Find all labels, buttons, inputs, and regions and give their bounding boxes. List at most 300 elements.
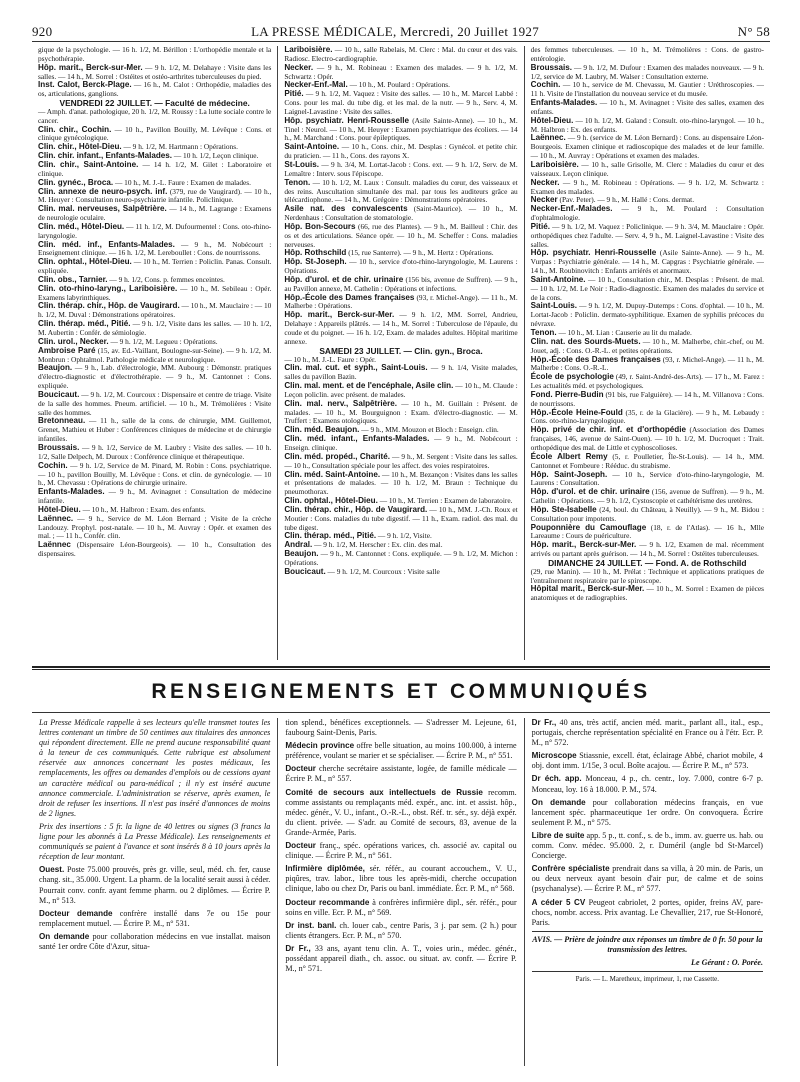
listing-text: (29, rue Manin). — 10 h., M. Prélat : Technique et applications pratiques de l'entraînement respiratoire par le spiroscope. — [530, 566, 764, 585]
entry-details: — 9 h. 1/2, M. Dupuy-Dutemps : Cons. d'ophtal. — 10 h., M. Lortat-Jacob : Policlin. dermato-syphilitique. Examen de syphilis précoces du névraxe. — [530, 301, 764, 329]
entry-institution: Hôp.-École des Dames françaises — [284, 292, 415, 302]
listing-entry — [531, 409, 764, 427]
entry-institution: Clin. urol., Necker. — [38, 336, 109, 346]
entry-institution: Enfants-Malades. — [38, 487, 105, 497]
entry-institution: Necker — [530, 195, 558, 205]
entry-institution: Cochin. — [38, 460, 68, 470]
entry-institution: Hôp. d'urol. et de chir. urinaire — [284, 274, 404, 284]
entry-details: (35, r. de la Glacière). — 9 h., M. Lebaudy : Cons. oto-rhino-laryngologique. — [530, 407, 764, 426]
entry-institution: École Albert Remy — [530, 451, 608, 461]
listing-entry — [531, 356, 764, 374]
listing-entry — [531, 249, 764, 276]
entry-institution: Inst. Calot, Berck-Plage. — [38, 80, 132, 90]
ad-text: confrère installé dans 7e ou 15e pour remplacement mutuel. — Écrire P. M., n° 531. — [39, 908, 271, 928]
listing-entry — [38, 320, 271, 338]
listing-entry — [284, 117, 517, 144]
listing-entry — [38, 541, 271, 559]
entry-details: — 10 h. 1/2, M. Galand : Consult. oto-rhino-laryngol. — 10 h., M. Halbron : Ex. des enfants. — [530, 115, 764, 134]
entry-institution: Clin. chir., Saint-Antoine. — [38, 159, 139, 169]
listing-text: — 10 h., M. J.-L. Faure : Opér. — [284, 354, 376, 364]
notice-avis: AVIS. — Prière de joindre aux réponses un timbre de 0 fr. 50 pour la transmission des lettres. — [532, 931, 763, 955]
entry-details: — 10 h., M. Lian : Causerie au lit du malade. — [558, 328, 692, 337]
entry-institution: Hôp. psychiatr. Henri-Rousselle — [284, 115, 409, 125]
entry-details: — 9 h. 1/2, Visite. — [377, 531, 432, 541]
listing-entry — [531, 541, 764, 559]
listing-entry — [284, 258, 517, 276]
entry-details: — 10 h., M. J.-L. Faure : Examen de malades. — [114, 177, 252, 187]
entry-details: — 14 h. 1/2, M. Gilet : Laboratoire et clinique. — [38, 159, 272, 178]
ad-text: Poste 75.000 prouvés, près gr. ville, seul, méd. ch. fer, cause chang. sit., 35.000. Urgent. La pharm. de la localité serait aussi à céder. Pourrait conv. confr. ayant femme pharm. ou 2 diplômes. — Écrire P. M., n° 513. — [39, 865, 271, 905]
ad-lead: Dr inst. banl. — [285, 920, 337, 930]
day-heading: VENDREDI 22 JUILLET. — Faculté de médecine. — [59, 98, 250, 109]
listing-entry — [284, 276, 517, 294]
entry-details: — 9 h. 1/2, MM. Sorrel, Andrieu, Delahaye : Appareils plâtrés. — 14 h., M. Sorrel : Tuberculose de l'épaule, du coude et du poignet. — 16 h. 1/2, Exam. de malades adultes. Hôpital maritime annexe. — [284, 310, 518, 346]
listing-entry — [284, 179, 517, 206]
listing-entry — [284, 364, 517, 382]
listing-entry — [284, 382, 517, 400]
ad-lead: Docteur recommande — [285, 897, 370, 907]
entry-details: (379, rue de Vaugirard). — 10 h., M. Heuyer : Consultation neuro-psychiatrie infantile. Policlinique. — [38, 186, 272, 205]
listing-entry — [38, 444, 271, 462]
entry-details: (156, avenue de Suffren). — 9 h., M. Cathelin : Opérations. — 9 h. 1/2, Cystoscopie et cathétérisme des uretères. — [530, 487, 764, 506]
entry-details: — 9 h. 1/2, M. Delahaye : Visite dans les salles. — 14 h., M. Sorrel : Ostéites et ostéo-arthrites tuberculeuses du pied. — [38, 62, 272, 81]
listing-entry — [284, 311, 517, 346]
entry-institution: Ambroise Paré — [38, 345, 96, 355]
ad-lead: Docteur demande — [39, 908, 113, 918]
issue-number: N° 58 — [737, 24, 770, 39]
entry-institution: Saint-Antoine. — [530, 274, 586, 284]
listing-entry — [38, 391, 271, 418]
entry-institution: Clin. méd. Saint-Antoine. — [284, 469, 381, 479]
entry-details: — 10 h., M. Halbron : Exam. des enfants. — [82, 504, 206, 514]
entry-details: (5, r. Poulletier, Île-St-Louis). — 14 h., MM. Cantonnet et Fombeure : Rééduc. du strabisme. — [530, 451, 764, 470]
entry-details: — 10 h., M. Poulard : Opérations. — [349, 80, 450, 90]
entry-details: — 10 h., Pavillon Bouilly, M. Lévêque : Cons. et clinique gynécologique. — [38, 124, 272, 143]
listing-entry — [531, 81, 764, 99]
entry-details: — 9 h., M. Robineau : Opérations. — 9 h. 1/2, M. Schwartz : Examen des malades. — [530, 177, 764, 196]
entry-institution: Clin. chir. infant., Enfants-Malades. — [38, 151, 173, 161]
entry-details: (93, r. Michel-Ange). — 11 h., M. Malherbe : Opérations. — [284, 292, 518, 311]
entry-institution: Clin. chir., Hôtel-Dieu. — [38, 142, 122, 152]
listing-entry — [284, 90, 517, 117]
entry-details: — 10 h., M. Avinagnet : Visite des salles, examen des enfants. — [530, 98, 764, 116]
classified-ad — [285, 841, 516, 861]
entry-details: — 9 h. 1/2, M. Herscher : Ex. clin. des mal. — [314, 540, 443, 550]
listing-entry — [531, 64, 764, 82]
classified-ad — [285, 898, 516, 918]
entry-institution: Clin. chir., Cochin. — [38, 124, 112, 134]
entry-institution: Clin. mal. nerv., Salpêtrière. — [284, 398, 398, 408]
entry-details: — 9 h. 1/2, Visite dans les salles. — 10 h. 1/2, M. Aubertin : Confér. de sémiologie. — [38, 319, 272, 337]
classified-ad — [532, 798, 763, 828]
entry-institution: Clin. méd. Beaujon. — [284, 425, 360, 435]
listing-entry — [38, 417, 271, 444]
entry-details: — 9 h. 1/2, M. Legueu : Opérations. — [110, 336, 218, 346]
classified-ad — [532, 864, 763, 894]
listing-entry — [531, 373, 764, 391]
entry-details: — 9 h. 1/2, Examen de mal. récemment arrivés ou partant après guérison. — 14 h., M. Sorrel : Ostéites tuberculeuses. — [530, 540, 764, 559]
entry-details: — 9 h., M. Nobécourt : Enseign. clinique. — [284, 434, 518, 452]
listing-entry — [531, 179, 764, 197]
entry-details: — 9 h. 1/2, M. Hartmann : Opérations. — [123, 142, 238, 152]
ad-text: pour collaboration médecins français, en vue lancement spéc. pharmaceutique 1er ordre. On convoquera. Écrire seulement P. M., n° 575. — [531, 797, 763, 827]
listing-text: des femmes tuberculeuses. — 10 h., M. Trémolières : Cons. de gastro-entérologie. — [530, 46, 764, 63]
page-header — [32, 24, 770, 40]
entry-details: — 10 h., service de M. Chevassu, M. Gautier : Uréthroscopies. — 11 h. Visite de l'installation du nouveau service et du musée. — [530, 80, 764, 99]
listing-entry — [531, 134, 764, 161]
publication-title: LA PRESSE MÉDICALE, Mercredi, 20 Juillet 1927 — [251, 24, 539, 39]
entry-institution: Fond. Pierre-Budin — [530, 389, 604, 399]
ad-text: app. 5 p., tt. conf., s. de b., imm. av. guerre us. hab. ou comm. Conv. médec. 95.000. 2, r. Duméril (angle bd St-Marcel) Concierge. — [531, 830, 763, 861]
ad-lead: On demande — [39, 931, 90, 941]
classified-ad — [285, 864, 516, 894]
classified-ad — [532, 898, 763, 928]
entry-institution: Clin. ophtal., Hôtel-Dieu. — [38, 257, 132, 267]
entry-details: — 10 h., M. Malherbe, chir.-chef, ou M. Jouet, adj. : Cons. O.-R.-L. et petites opérations. — [530, 336, 764, 355]
entry-details: — 9 h. 1/2, M. Courcoux : Dispensaire et centre de triage. Visite de la salle des hommes. Pneum. artificiel. — 10 h., M. Trémolières : Visite salle des hommes. — [38, 389, 272, 417]
entry-details: — 9 h. 1/2, M. Courcoux : Visite salle — [327, 566, 440, 576]
ad-text: Monceau, 4 p., ch. centr., loy. 7.000, contre 6-7 p. Monceau, loy. 16 à 18.000. P. M., 574. — [531, 774, 763, 794]
listing-entry — [531, 506, 764, 524]
entry-details: — 10 h., Cons. chir., M. Desplas : Gynécol. et petite chir. du praticien. — 11 h., Cons. des rayons X. — [284, 142, 518, 161]
entry-institution: Hôpital marit., Berck-sur-Mer. — [530, 584, 645, 594]
listing-text: — Amph. d'anat. pathologique, 20 h. 1/2, M. Roussy : La lutte sociale contre le cancer. — [38, 106, 272, 125]
entry-details: — 9 h., M. Robineau : Examen des malades. — 9 h. 1/2, M. Schwartz : Opér. — [284, 62, 518, 81]
section-divider — [32, 666, 770, 668]
entry-institution: Hôp. St-Joseph. — [284, 257, 347, 267]
banner-rule — [32, 712, 770, 713]
entry-institution: Enfants-Malades. — [530, 98, 598, 108]
listing-entry — [531, 391, 764, 409]
entry-details: — 9 h. 1/2, M. Vaquez : Policlinique. — 9 h. 3/4, M. Mauclaire : Opér. orthopédiques chez l'adulte. — Serv. 4, 9 h., M. Laignel-Lavastine : Visite des salles. — [530, 221, 764, 249]
entry-details: — 9 h., M. Nobécourt : Enseignement clinique. — 16 h. 1/2, M. Lereboullet : Cons. de nourrissons. — [38, 239, 272, 258]
listing-entry — [284, 550, 517, 568]
entry-institution: Broussais. — [38, 442, 80, 452]
entry-details: (91 bis, rue Falguière). — 14 h., M. Villanova : Cons. de nourrissons. — [530, 389, 764, 408]
ad-text: recomm. comme assistants ou remplaçants méd. expér., anc. int. et assist. hôp., médec. génér., V. U., infant., O.-R.-L., obst. Réf. tr. sér., sy. déjà expér. du client. privée. — S'adr. au Comité de secours, 83, avenue de la Grande-Armée, Paris. — [285, 787, 517, 837]
entry-details: (66, rue des Plantes). — 9 h., M. Bailleul : Chir. des os et des articulations. Séance opér. — 10 h., M. Scheffer : Cons. maladies nerveuses. — [284, 221, 518, 249]
classified-ad — [532, 774, 763, 794]
listing-entry — [284, 161, 517, 179]
entry-details: — 9 h. 1/2, Service de M. Laubry : Visite des salles. — 10 h. 1/2, Salle Delpech, M. Duroux : Conférence clinique et thérapeutique. — [38, 442, 272, 461]
course-listings — [32, 46, 770, 660]
entry-details: — 9 h., M. Poulard : Consultation d'ophtalmologie. — [530, 204, 764, 223]
entry-institution: Clin. méd. inf., Enfants-Malades. — [38, 239, 175, 249]
ad-text: 33 ans, ayant tenu clin. A. T., voies urin., médec. génér., possédant appareil diath., ch. assoc. ou situat. av. confr. — Écrire P. M., n° 571. — [285, 943, 517, 974]
entry-institution: Laënnec. — [530, 133, 566, 143]
classified-ad — [532, 831, 763, 861]
ad-text: à confrères infirmière dipl., sér. référ., pour soins en ville. Ecr. P. M., n° 569. — [285, 897, 517, 917]
entry-details: (Pav. Peter). — 9 h., M. Hallé : Cons. dermat. — [559, 195, 695, 205]
ad-text: pour collaboration médecins en vue installat. maison santé 1er ordre Côte d'Azur, situa- — [39, 931, 271, 951]
listing-entry — [284, 506, 517, 533]
entry-details: — 10 h., M. Sorrel : Examen de pièces anatomiques et de radiographies. — [530, 584, 764, 603]
entry-institution: St-Louis. — [284, 159, 319, 169]
header-rule — [32, 41, 770, 42]
listing-column-3 — [524, 46, 770, 660]
listing-entry — [284, 471, 517, 498]
entry-institution: Clin. gynéc., Broca. — [38, 177, 114, 187]
classified-ad — [39, 909, 270, 929]
entry-details: — 16 h., M. Calot : Orthopédie, maladies des os, articulations, ganglions. — [38, 80, 272, 99]
classified-ad — [285, 764, 516, 784]
entry-institution: Necker-Enf.-Mal. — [284, 80, 348, 90]
entry-details: — 9 h. (service de M. Léon Bernard) : Cons. au dispensaire Léon-Bourgeois. Examen clinique et radioscopique des malades et de leur famille. — 10 h., M. Auvray : Opérations et examen des malades. — [530, 133, 764, 161]
entry-details: — 9 h., Lab. d'électrologie, MM. Aubourg : Démonstr. pratiques d'électro-diagnostic et d'électrothérapie. — 9 h., M. Cantonnet : Cons. expliquée. — [38, 363, 272, 391]
listing-entry — [284, 46, 517, 64]
listing-entry — [284, 435, 517, 453]
listing-entry — [284, 568, 517, 577]
ad-lead: Microscope — [531, 751, 577, 761]
listing-entry — [38, 285, 271, 303]
ad-lead: Confrère spécialiste — [531, 864, 610, 874]
entry-institution: Broussais. — [530, 62, 573, 72]
entry-institution: Lariboisière. — [530, 159, 579, 169]
entry-details: (18, r. de l'Atlas). — 16 h., Mlle Lareaume : Cours de puériculture. — [530, 522, 764, 541]
entry-details: — 10 h. 1/2, Leçon clinique. — [173, 151, 259, 161]
entry-institution: Beaujon. — [284, 549, 319, 559]
entry-institution: Pitié. — [284, 89, 304, 99]
entry-details: — 14 h., M. Lagrange : Examens de neurologie oculaire. — [38, 204, 272, 223]
entry-institution: Clin. méd. propéd., Charité. — [284, 451, 391, 461]
entry-details: — 10 h., M. Guillain : Présent. de malades. — 10 h., M. Bourguignon : Exam. d'électro-diagnostic. — M. Truffert : Examens otologiques. — [284, 398, 518, 426]
entry-details: — 10 h., service d'oto-rhino-laryngologie, M. Laurens : Opérations. — [284, 257, 518, 276]
entry-institution: Tenon. — [530, 328, 557, 337]
entry-details: — 9 h. 1/2, Service de M. Pinard, M. Robin : Cons. psychiatrique. — 10 h., pavillon Bouilly, M. Lévêque : Cons. et clin. de gynécologie. — 10 h., M. Chevassu : Opérations de chirurgie urinaire. — [38, 460, 272, 488]
page-number: 920 — [32, 24, 53, 39]
ad-text: prendrait dans sa villa, à 20 min. de Paris, un ou deux nerveux ayant besoin d'air pur, de calme et de soins (psychanalyse). — Écrire P. M., n° 577. — [531, 864, 763, 894]
entry-institution: Clin. oto-rhino-laryng., Lariboisière. — [38, 283, 178, 293]
listing-entry — [38, 126, 271, 144]
entry-institution: Tenon. — [284, 177, 311, 187]
entry-institution: Saint-Louis. — [530, 301, 577, 311]
listing-entry — [531, 276, 764, 303]
classified-ad — [285, 944, 516, 974]
listing-entry — [531, 99, 764, 117]
entry-institution: Clin. annexe de neuro-psych. inf. — [38, 186, 168, 196]
entry-details: (Dispensaire Léon-Bourgeois). — 10 h., Consultation des dispensaires. — [38, 540, 272, 559]
editorial-notice: Prix des insertions : 5 fr. la ligne de 40 lettres ou signes (3 francs la ligne pour les abonnés à La Presse Médicale). Les renseignements et communiqués se paient à l'avance et sont insérés 8 à 10 jours après la réception de leur montant. — [39, 821, 271, 862]
classified-ad — [285, 741, 516, 761]
entry-institution: Necker. — [530, 177, 560, 187]
entry-institution: Boucicaut. — [38, 389, 80, 399]
ad-lead: Ouest. — [39, 865, 65, 875]
ad-lead: Médecin province — [285, 741, 355, 751]
entry-details: — 9 h., MM. Mouzon et Bloch : Enseign. clin. — [361, 425, 499, 435]
entry-institution: Hôp.-École Heine-Fould — [530, 407, 623, 417]
entry-institution: École de psychologie — [530, 372, 614, 382]
ad-text: Peugeot cabriolet, 2 portes, opider, freins AV, pare-chocs, nombr. access. Prix avantag. Le Chevallier, 217, rue St-Honoré, Paris. — [531, 897, 763, 927]
entry-details: — 11 h., salle de la cons. de chirurgie, MM. Guillemot, Grenet, Mathieu et Huber : Conférences cliniques de médecine et de chirurgie infantiles. — [38, 416, 272, 444]
listing-entry — [284, 294, 517, 312]
entry-institution: Cochin. — [530, 80, 561, 90]
classified-ad — [532, 718, 763, 748]
entry-details: — 10 h., M. Claude : Leçon policlin. avec présent. de malades. — [284, 381, 518, 399]
listing-entry — [38, 241, 271, 259]
classified-ads — [32, 718, 770, 1066]
listing-entry — [38, 223, 271, 241]
listing-entry — [531, 426, 764, 453]
entry-details: (Saint-Maurice). — 10 h., M. Nerdenhaus : Consultation de stomatologie. — [284, 204, 518, 223]
ad-text: cherche secrétaire assistante, logée, de famille médicale — Écrire P. M., n° 557. — [285, 764, 517, 784]
entry-institution: Clin. obs., Tarnier. — [38, 274, 108, 284]
entry-institution: Hôtel-Dieu. — [38, 504, 81, 514]
classified-ad — [532, 751, 763, 771]
entry-details: — 10 h., Consultation chir., M. Desplas : Présent. de mal. — 10 h. 1/2, M. Le Noir : Radio-diagnostic. Examen des malades du service et de la cons. — [530, 274, 764, 302]
ads-column-2 — [277, 718, 523, 1066]
entry-institution: Hôp. marit., Berck-sur-Mer. — [530, 540, 637, 550]
ad-lead: A céder 5 CV — [531, 897, 586, 907]
entry-details: — 10 h. 1/2, M. Laux : Consult. maladies du cœur, des vaisseaux et des reins. Auscultation simultanée des mal. par tous les auditeurs grâce au télécardiophone. — 14 h., M. Grégoire : Démonstrations opératoires. — [284, 177, 518, 205]
entry-institution: Hôp. privé de chir. inf. et d'orthopédie — [530, 425, 686, 435]
entry-institution: Laënnec — [38, 540, 71, 550]
entry-institution: Clin. nat. des Sourds-Muets. — [530, 336, 641, 346]
entry-institution: Hôp. marit., Berck-sur-Mer. — [284, 310, 395, 320]
entry-institution: Hôp. psychiatr. Henri-Rousselle — [530, 248, 657, 258]
entry-details: — 9 h. 1/2, Cons. p. femmes enceintes. — [109, 274, 225, 284]
entry-details: (93, r. Michel-Ange). — 11 h., M. Malherbe : Cons. O.-R.-L. — [530, 354, 764, 373]
day-heading: DIMANCHE 24 JUILLET. — Fond. A. de Rothschild — [548, 557, 747, 568]
listing-entry — [531, 585, 764, 603]
listing-entry — [38, 205, 271, 223]
ads-column-3 — [524, 718, 770, 1066]
listing-entry — [38, 347, 271, 365]
entry-details: — 9 h., M. Avinagnet : Consultation de médecine infantile. — [38, 487, 272, 506]
listing-entry — [38, 364, 271, 391]
listing-entry — [284, 64, 517, 82]
ad-text: franç., spéc. opérations varices, ch. associé av. capital ou clinique. — Écrire P. M., n° 561. — [285, 841, 517, 861]
entry-institution: Hôp.-École des Dames françaises — [530, 354, 661, 364]
entry-details: — 10 h., M. Bezançon : Visites dans les salles et présentations de malades. — 10 h. 1/2, M. Braun : Technique du pneumothorax. — [284, 469, 518, 497]
section-divider-thin — [32, 669, 770, 670]
listing-entry — [531, 117, 764, 135]
listing-entry — [531, 302, 764, 329]
entry-institution: Clin. thérap. méd., Pitié. — [284, 531, 377, 541]
ad-lead: Comité de secours aux intellectuels de Russie — [285, 787, 483, 797]
entry-institution: Boucicaut. — [284, 566, 326, 576]
entry-institution: Pitié. — [530, 221, 550, 231]
ad-continuation: tion splend., bénéfices exceptionnels. — S'adresser M. Lejeune, 61, faubourg Saint-Denis, Paris. — [285, 718, 517, 738]
day-heading: SAMEDI 23 JUILLET. — Clin. gyn., Broca. — [319, 345, 483, 356]
listing-column-2 — [277, 46, 523, 660]
entry-details: — 9 h., Service de M. Léon Bernard ; Visite de la crèche Landouzy. Prophyl. post-natale. — 10 h., M. Auvray : Opér. et examen des mal. ; — 11 h., Confér. clin. — [38, 513, 272, 541]
entry-details: — 10 h., Service d'oto-rhino-laryngologie, M. Laurens : Consultation. — [530, 469, 764, 488]
entry-institution: Hôp. Saint-Joseph. — [530, 469, 608, 479]
entry-details: — 10 h., M. Sebileau : Opér. Examens labyrinthiques. — [38, 283, 272, 302]
ad-text: offre belle situation, au moins 100.000, à interne préférence, voulant se marier et se spécialiser. — Écrire P. M., n° 551. — [285, 741, 517, 761]
entry-details: — 10 h., M. Mauclaire : — 10 h. 1/2, M. Duval : Démonstrations opératoires. — [38, 301, 272, 320]
listing-entry — [531, 161, 764, 179]
entry-institution: Hôp. Bon-Secours — [284, 221, 356, 231]
entry-details: (Asile Sainte-Anne). — 9 h., M. Vurpas : Psychiatrie générale. — 14 h., M. Capgras : Psychiatrie générale. — 14 h., M. Roubinovitch : Enfants arriérés et anormaux. — [530, 248, 764, 276]
section-banner: RENSEIGNEMENTS ET COMMUNIQUÉS — [151, 680, 651, 703]
entry-institution: Clin. méd. infant., Enfants-Malades. — [284, 434, 430, 444]
manager-signature: Le Gérant : O. Porée. — [691, 957, 763, 967]
entry-institution: Hôp. d'urol. et de chir. urinaire — [530, 487, 650, 497]
entry-institution: Beaujon. — [38, 363, 73, 373]
ad-text: Stiassnie, excell. état, éclairage Abbé, chariot mobile, 4 obj. dont imm. 1/15e, 3 ocul. Boîte acajou. — Écrire P. M., n° 573. — [531, 751, 763, 771]
entry-details: (156 bis, avenue de Suffren). — 9 h., au Pavillon annexe, M. Cathelin : Opérations et infections. — [284, 274, 518, 293]
listing-entry — [531, 488, 764, 506]
ad-lead: On demande — [531, 797, 586, 807]
entry-institution: Hôp. Rothschild — [284, 248, 347, 258]
entry-institution: Lariboisière. — [284, 46, 333, 54]
entry-institution: Clin. ophtal., Hôtel-Dieu. — [284, 496, 378, 506]
listing-entry — [284, 400, 517, 427]
entry-institution: Bretonneau. — [38, 416, 86, 426]
classified-ad — [39, 932, 270, 952]
ad-lead: Docteur — [285, 764, 316, 774]
listing-entry — [38, 462, 271, 489]
listing-entry — [531, 338, 764, 356]
entry-institution: Saint-Antoine. — [284, 142, 340, 152]
entry-details: — 9 h. 3/4, M. Lortat-Jacob : Cons. ext. — 9 h. 1/2, Serv. de M. Lemaître : Interv. sous l'épiscope. — [284, 159, 518, 178]
entry-details: — 9 h. 1/4, Visite malades, salles du pavillon Bazin. — [284, 363, 518, 382]
listing-entry — [284, 143, 517, 161]
ad-lead: Infirmière diplômée, — [285, 864, 365, 874]
listing-entry — [38, 64, 271, 82]
entry-institution: Asile nat. des convalescents — [284, 204, 408, 214]
listing-entry — [38, 302, 271, 320]
entry-details: (49, r. Saint-André-des-Arts). — 17 h., M. Farez : Les actualités méd. et psychologiques. — [530, 372, 764, 391]
entry-details: — 9 h., M. Sergent : Visite dans les salles. — 10 h., Consultation spéciale pour les affect. des voies respiratoires. — [284, 451, 518, 470]
ads-column-1 — [32, 718, 277, 1066]
listing-entry — [531, 453, 764, 471]
entry-institution: Hôp. marit., Berck-sur-Mer. — [38, 62, 143, 72]
listing-entry — [38, 188, 271, 206]
entry-details: (Asile Sainte-Anne). — 10 h., M. Tinel : Neurol. — 10 h., M. Heuyer : Examen psychiatrique des écoliers. — 14 h., M. Marchand : Cons. pour épileptiques. — [284, 115, 518, 143]
entry-details: — 10 h., M. Terrien : Policlin. Panas. Consult. expliquée. — [38, 257, 272, 276]
listing-entry — [531, 471, 764, 489]
listing-entry — [38, 258, 271, 276]
classified-ad — [285, 921, 516, 941]
ad-lead: Libre de suite — [531, 830, 585, 840]
entry-institution: Andral. — [284, 540, 313, 550]
ad-lead: Dr Fr., — [531, 718, 557, 727]
listing-text: gique de la psychologie. — 16 h. 1/2, M. Bérillon : L'orthopédie mentale et la psychothérapie. — [38, 46, 272, 63]
ad-text: sér. référ., au courant accouchem., V. U., piqûres, trav. labor., libre tous les après-midi, cherche occupation clinique, labo ou chez Dr, Paris ou banl. immédiate. Écr. P. M., n° 568. — [285, 864, 517, 894]
entry-details: — 10 h., M. Terrien : Examen de laboratoire. — [379, 496, 513, 506]
ad-text: ch. louer cab., centre Paris, 3 j. par sem. (2 h.) pour clients étrangers. Ecr. P. M., n° 570. — [285, 920, 517, 940]
listing-entry — [284, 205, 517, 223]
entry-institution: Clin. mal. nerveuses, Salpêtrière. — [38, 204, 167, 214]
entry-details: (24, boul. du Château, à Neuilly). — 9 h., M. Bidou : Consultation pour impotents. — [530, 504, 764, 523]
entry-details: — 9 h., M. Cantonnet : Cons. expliquée. — 9 h. 1/2, M. Michon : Opérations. — [284, 549, 518, 567]
entry-details: — 9 h. 1/2, M. Vaquez : Visite des salles. — 10 h., M. Marcel Labbé : Cons. pour les mal. du tube dig. et les mal. de la nutr. — 9 h., Serv. 4, M. Laignel-Lavastine : Visite des salles. — [284, 89, 518, 116]
classified-ad — [39, 865, 270, 905]
listing-entry — [531, 223, 764, 250]
listing-entry — [531, 524, 764, 542]
entry-institution: Clin. thérap. chir., Hôp. de Vaugirard. — [284, 504, 428, 514]
entry-details: — 11 h. 1/2, M. Dufourmentel : Cons. oto-rhino-laryngologie. — [38, 221, 272, 240]
classified-ad — [285, 788, 516, 838]
ad-lead: Dr Fr., — [285, 943, 311, 953]
editorial-notice: La Presse Médicale rappelle à ses lecteurs qu'elle transmet toutes les lettres contenant un timbre de 50 centimes aux titulaires des annonces qui répondent directement. Elle ne prend aucune responsabilité quant à la teneur de ces communiqués. Cette rubrique est absolument réservée aux annonces concernant les postes médicaux, les remplacements, les offres ou demandes d'emplois ou de cessions ayant un caractère médical ou para-médical ; il n'y est inséré aucune annonce commerciale. L'administration se réserve, après examen, le droit de refuser les insertions. Il n'est pas inséré d'annonces de moins de 2 lignes. — [39, 718, 271, 818]
entry-details: (15, rue Santerre). — 9 h., M. Hertz : Opérations. — [348, 248, 494, 258]
entry-details: — 9 h. 1/2, M. Dufour : Examen des malades nouveaux. — 9 h. 1/2, service de M. Laubry, M. Walser : Consultation externe. — [530, 62, 764, 81]
entry-institution: Clin. thérap. méd., Pitié. — [38, 319, 131, 329]
entry-institution: Laënnec. — [38, 513, 74, 523]
listing-entry — [38, 515, 271, 542]
ad-lead: Docteur — [285, 841, 316, 851]
entry-institution: Necker-Enf.-Malades. — [530, 204, 613, 214]
listing-entry — [38, 81, 271, 99]
ad-lead: Dr éch. app. — [531, 774, 582, 784]
entry-institution: Clin. mal. cut. et syph., Saint-Louis. — [284, 363, 428, 373]
entry-details: (15, av. Ed.-Vaillant, Boulogne-sur-Seine). — 9 h. 1/2, M. Monbrun : Ophtalmol. Pathologie médicale et neurologique. — [38, 345, 272, 364]
entry-institution: Clin. mal. ment. et de l'encéphale, Asile clin. — [284, 381, 454, 391]
entry-institution: Hôtel-Dieu. — [530, 115, 574, 125]
